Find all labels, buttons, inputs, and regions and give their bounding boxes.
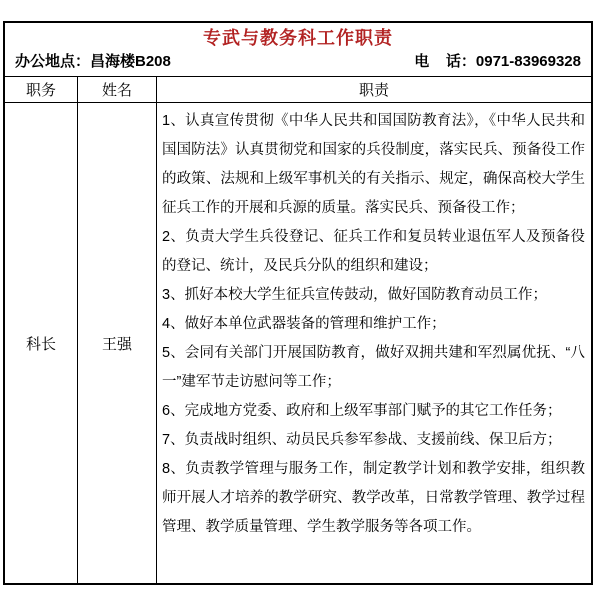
duty-item: 7、负责战时组织、动员民兵参军参战、支援前线、保卫后方； [162, 432, 562, 448]
duty-item: 3、抓好本校大学生征兵宣传鼓动，做好国防教育动员工作； [162, 287, 548, 303]
duty-item: 1、认真宣传贯彻《中华人民共和国国防教育法》，《中华人民共和国国防法》认真贯彻党和国家的兵役制度，落实民兵、预备役工作的政策、法规和上级军事机关的有关指示、规定，确保高校大学生征兵工作的开展和兵源的质量。落实民兵、预备役工作； [162, 113, 585, 216]
office-location-label: 办公地点：昌海楼B208 [15, 53, 171, 70]
cell-name: 王强 [78, 103, 157, 583]
page-title: 专武与教务科工作职责 [203, 28, 393, 48]
phone-label: 电 话：0971-83969328 [414, 53, 581, 70]
duty-item: 8、负责教学管理与服务工作，制定教学计划和教学安排，组织教师开展人才培养的教学研究、教学改革，日常教学管理、教学过程管理、教学质量管理、学生教学服务等各项工作。 [162, 461, 585, 535]
cell-position: 科长 [5, 103, 78, 583]
duty-item: 2、负责大学生兵役登记、征兵工作和复员转业退伍军人及预备役的登记、统计，及民兵分队的组织和建设； [162, 229, 585, 274]
responsibilities-table [3, 21, 593, 585]
duty-item: 4、做好本单位武器装备的管理和维护工作； [162, 316, 446, 332]
column-header-name: 姓名 [78, 77, 157, 102]
table-header-row [5, 76, 591, 103]
cell-duties [157, 103, 591, 583]
contact-info-line [15, 50, 581, 74]
duty-item: 5、会同有关部门开展国防教育，做好双拥共建和军烈属优抚、“八一”建军节走访慰问等工作； [162, 345, 585, 390]
table-row [5, 103, 591, 583]
column-header-duty: 职责 [358, 82, 389, 99]
column-header-position: 职务 [5, 77, 78, 102]
title-area [5, 23, 591, 76]
duty-item: 6、完成地方党委、政府和上级军事部门赋予的其它工作任务； [162, 403, 562, 419]
